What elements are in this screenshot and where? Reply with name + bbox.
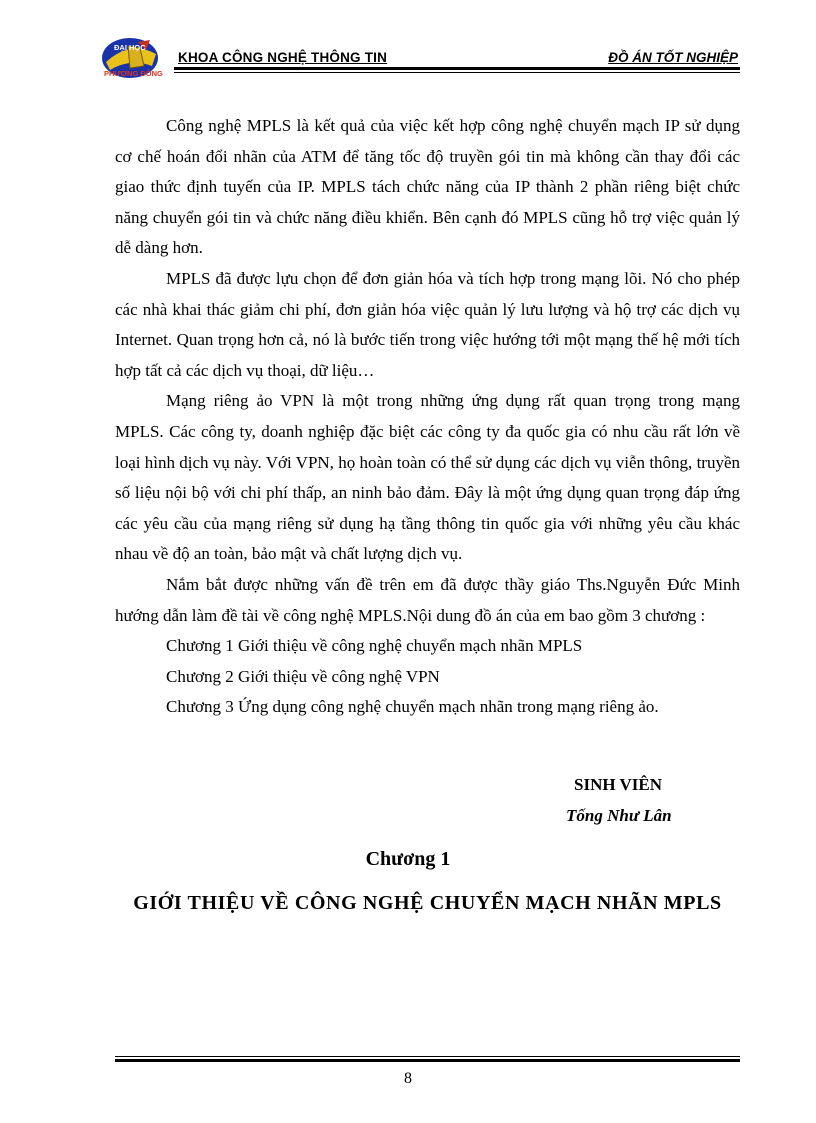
svg-text:PHƯƠNG ĐÔNG: PHƯƠNG ĐÔNG	[104, 69, 163, 78]
faculty-title: KHOA CÔNG NGHỆ THÔNG TIN	[178, 50, 388, 65]
chapter-title-heading: GIỚI THIỆU VỀ CÔNG NGHỆ CHUYỂN MẠCH NHÃN MPLS	[133, 892, 722, 914]
page-number: 8	[404, 1070, 412, 1087]
chapter-list-item-2: Chương 2 Giới thiệu về công nghệ VPN	[166, 666, 440, 686]
paragraph-3: Mạng riêng ảo VPN là một trong những ứng dụng rất quan trọng trong mạng MPLS. Các công ty, doanh nghiệp đặc biệt các công ty đa quốc gia có nhu cầu rất lớn về loại hình dịch vụ này. Với VPN, họ hoàn toàn có thể sử dụng các dịch vụ viễn thông, truyền số liệu nội bộ với chi phí thấp, an ninh bảo đảm. Đây là một ứng dụng quan trọng đáp ứng các yêu cầu của mạng riêng sử dụng hạ tầng thông tin quốc gia với những yêu cầu khác nhau về độ an toàn, bảo mật và chất lượng dịch vụ.	[115, 391, 740, 564]
document-type-title: ĐỒ ÁN TỐT NGHIỆP	[608, 50, 738, 65]
body-text	[115, 111, 740, 723]
paragraph-1: Công nghệ MPLS là kết quả của việc kết hợp công nghệ chuyển mạch IP sử dụng cơ chế hoán đổi nhãn của ATM để tăng tốc độ truyền gói tin mà không cần thay đổi các giao thức định tuyến của IP. MPLS tách chức năng của IP thành 2 phần riêng biệt chức năng chuyển gói tin và chức năng điều khiển. Bên cạnh đó MPLS cũng hỗ trợ việc quản lý dễ dàng hơn.	[115, 116, 740, 258]
svg-text:ĐẠI HỌC: ĐẠI HỌC	[114, 43, 146, 52]
page-header	[100, 36, 740, 80]
chapter-list-item-3: Chương 3 Ứng dụng công nghệ chuyển mạch nhãn trong mạng riêng ảo.	[166, 697, 659, 717]
header-divider-thin	[174, 72, 740, 73]
footer-divider-thin	[115, 1056, 740, 1057]
paragraph-2: MPLS đã được lựu chọn để đơn giản hóa và tích hợp trong mạng lõi. Nó cho phép các nhà khai thác giảm chi phí, đơn giản hóa việc quản lý lưu lượng và hộ trợ các dịch vụ Internet. Quan trọng hơn cả, nó là bước tiến trong việc hướng tới một mạng thế hệ mới tích hợp tất cả các dịch vụ thoại, dữ liệu…	[115, 268, 740, 380]
chapter-list-item-1: Chương 1 Giới thiệu về công nghệ chuyển mạch nhãn MPLS	[166, 636, 583, 656]
header-divider-thick	[174, 67, 740, 70]
footer-divider-thick	[115, 1059, 740, 1062]
chapter-number-heading: Chương 1	[365, 848, 451, 870]
signature-role: SINH VIÊN	[574, 775, 663, 794]
paragraph-4: Nắm bắt được những vấn đề trên em đã được thầy giáo Ths.Nguyễn Đức Minh hướng dẫn làm đề tài về công nghệ MPLS.Nội dung đồ án của em bao gồm 3 chương :	[115, 574, 740, 625]
signature-name: Tống Như Lân	[566, 806, 672, 825]
university-logo	[100, 36, 174, 80]
